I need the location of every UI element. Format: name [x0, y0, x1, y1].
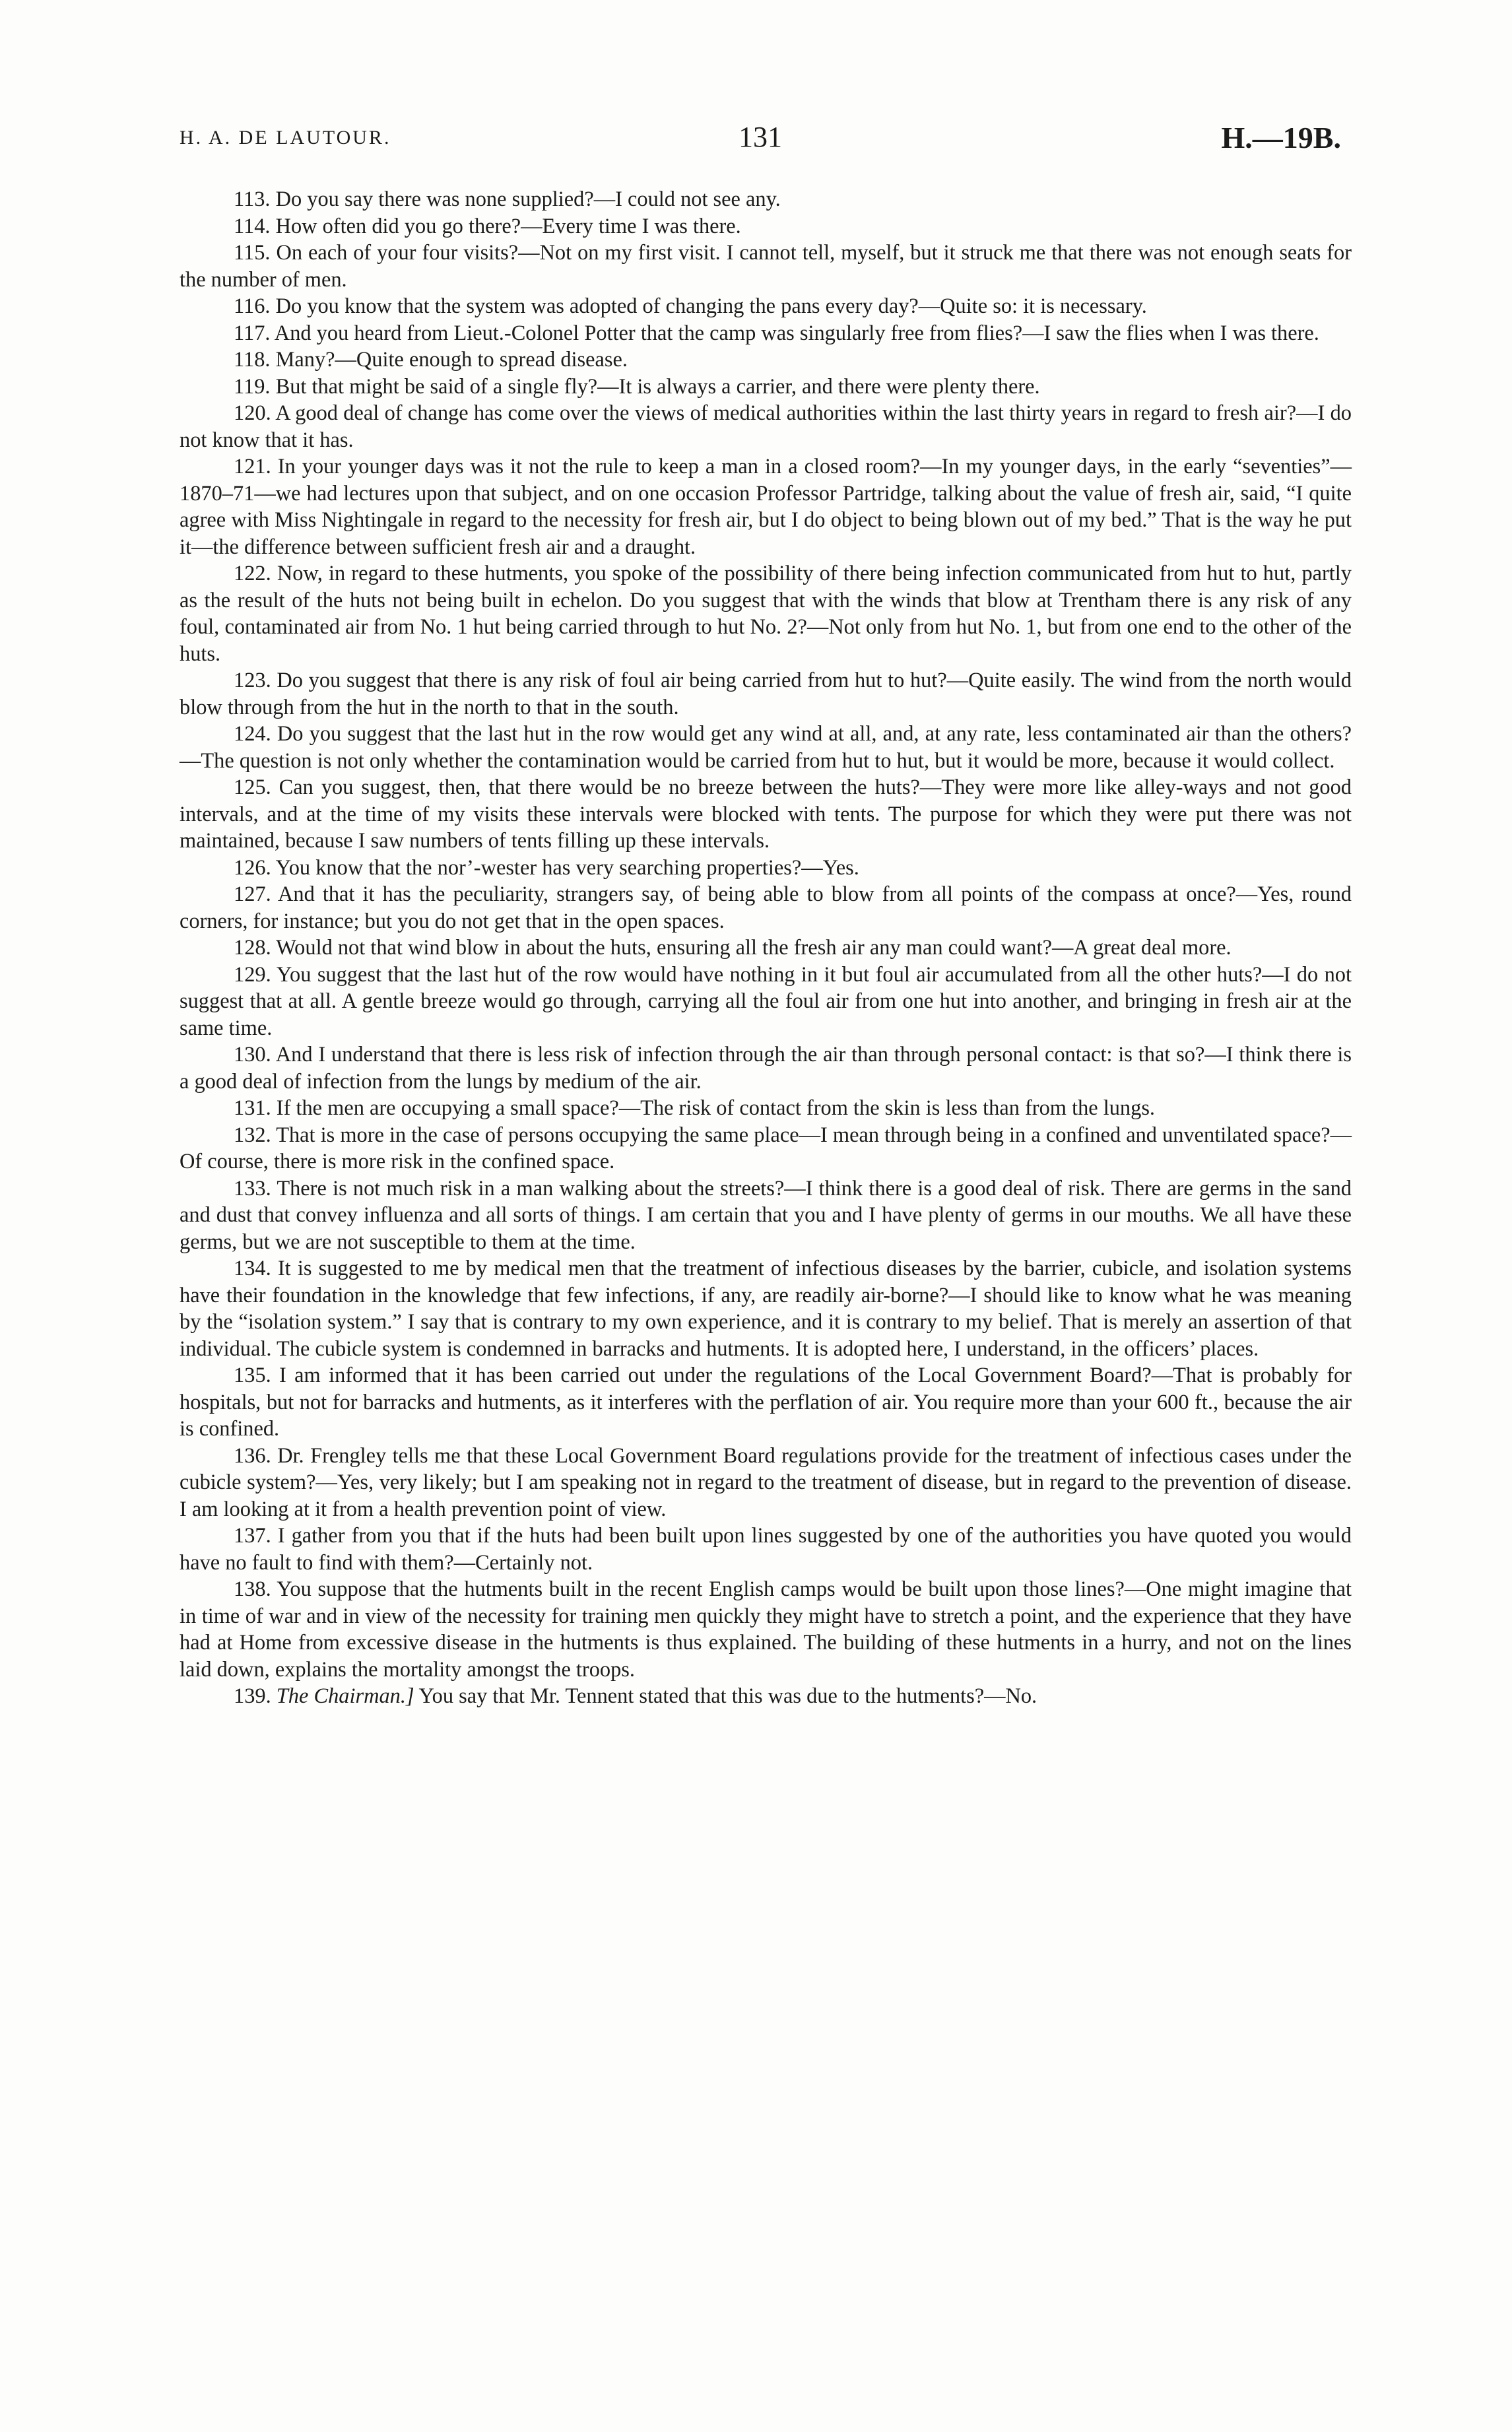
- paragraph-129: [180, 962, 1352, 1042]
- question-number: 117.: [234, 321, 271, 345]
- question-number: 132.: [234, 1123, 271, 1147]
- paragraph-123: [180, 667, 1352, 721]
- question-answer-text: But that might be said of a single fly?—It is always a carrier, and there were plenty there.: [275, 374, 1040, 399]
- paragraph-124: [180, 721, 1352, 774]
- question-number: 138.: [234, 1577, 271, 1601]
- question-answer-text: Do you suggest that the last hut in the row would get any wind at all, and, at any rate, less contaminated air than the others?—The question is not only whether the contamination would be carried from hut to hut, but it would be more, because it would collect.: [180, 722, 1352, 773]
- question-number: 133.: [234, 1176, 271, 1200]
- question-answer-text: You say that Mr. Tennent stated that this was due to the hutments?—No.: [418, 1684, 1037, 1708]
- question-number: 120.: [234, 401, 271, 425]
- speaker-label: The Chairman.]: [276, 1684, 414, 1708]
- question-answer-text: I am informed that it has been carried out under the regulations of the Local Government Board?—That is probably for hospitals, but not for barracks and hutments, as it interferes with the perflation of air. You require more than your 600 ft., because the air is confined.: [180, 1364, 1352, 1441]
- paragraph-115: [180, 240, 1352, 293]
- paragraph-122: [180, 560, 1352, 667]
- question-number: 129.: [234, 962, 271, 987]
- question-number: 118.: [234, 348, 271, 372]
- question-answer-text: Now, in regard to these hutments, you spoke of the possibility of there being infection communicated from hut to hut, partly as the result of the huts not being built in echelon. Do you suggest that with the winds that blow at Trentham there is any risk of any foul, contaminated air from No. 1 hut being carried through to hut No. 2?—Not only from hut No. 1, but from one end to the other of the huts.: [180, 562, 1352, 666]
- paragraph-132: [180, 1122, 1352, 1175]
- paragraph-133: [180, 1175, 1352, 1256]
- question-answer-text: If the men are occupying a small space?—The risk of contact from the skin is less than from the lungs.: [276, 1096, 1156, 1120]
- paragraph-116: [180, 293, 1352, 320]
- question-number: 123.: [234, 669, 271, 692]
- question-answer-text: On each of your four visits?—Not on my first visit. I cannot tell, myself, but it struck me that there was not enough seats for the number of men.: [180, 241, 1352, 292]
- question-number: 139.: [234, 1684, 271, 1708]
- paragraph-126: [180, 855, 1352, 882]
- paragraph-135: [180, 1362, 1352, 1443]
- question-answer-text: Would not that wind blow in about the huts, ensuring all the fresh air any man could want?—A great deal more.: [276, 936, 1232, 960]
- question-number: 130.: [234, 1043, 271, 1067]
- question-answer-text: Do you say there was none supplied?—I could not see any.: [275, 187, 781, 211]
- paragraph-138: [180, 1576, 1352, 1683]
- paragraph-127: [180, 881, 1352, 935]
- question-answer-text: There is not much risk in a man walking about the streets?—I think there is a good deal of risk. There are germs in the sand and dust that convey influenza and all sorts of things. I am certain that you and I have plenty of germs in our mouths. We all have these germs, but we are not susceptible to them at the time.: [180, 1176, 1352, 1254]
- question-answer-text: You know that the nor’-wester has very searching properties?—Yes.: [275, 855, 859, 880]
- question-number: 121.: [234, 455, 271, 478]
- paragraph-130: [180, 1041, 1352, 1095]
- question-answer-text: A good deal of change has come over the views of medical authorities within the last thirty years in regard to fresh air?—I do not know that it has.: [180, 401, 1352, 452]
- paragraph-119: [180, 374, 1352, 401]
- paragraph-131: [180, 1095, 1352, 1122]
- question-answer-text: In your younger days was it not the rule to keep a man in a closed room?—In my younger days, in the early “seventies”—1870–71—we had lectures upon that subject, and on one occasion Professor Partridge, talking about the value of fresh air, said, “I quite agree with Miss Nightingale in regard to the necessity for fresh air, but I do object to being blown out of my bed.” That is the way he put it—the difference between sufficient fresh air and a draught.: [180, 455, 1352, 559]
- paragraph-134: [180, 1255, 1352, 1362]
- question-number: 128.: [234, 936, 271, 960]
- question-number: 127.: [234, 882, 271, 906]
- question-answer-text: You suggest that the last hut of the row would have nothing in it but foul air accumulated from all the other huts?—I do not suggest that at all. A gentle breeze would go through, carrying all the foul air from one hut into another, and bringing in fresh air at the same time.: [180, 962, 1352, 1040]
- question-number: 113.: [234, 187, 271, 211]
- paragraph-137: [180, 1523, 1352, 1576]
- question-number: 116.: [234, 294, 271, 318]
- paper-reference: H.—19B.: [1221, 121, 1341, 154]
- question-number: 122.: [234, 562, 271, 585]
- paragraph-136: [180, 1443, 1352, 1523]
- paragraph-121: [180, 453, 1352, 560]
- question-number: 135.: [234, 1364, 271, 1387]
- question-answer-text: Dr. Frengley tells me that these Local Government Board regulations provide for the treatment of infectious cases under the cubicle system?—Yes, very likely; but I am speaking not in regard to the treatment of disease, but in regard to the prevention of disease. I am looking at it from a health prevention point of view.: [180, 1443, 1352, 1521]
- question-answer-text: And I understand that there is less risk of infection through the air than through personal contact: is that so?—I think there is a good deal of infection from the lungs by medium of the air.: [180, 1043, 1352, 1094]
- evidence-text: [180, 186, 1352, 1710]
- question-answer-text: Do you suggest that there is any risk of foul air being carried from hut to hut?—Quite easily. The wind from the north would blow through from the hut in the north to that in the south.: [180, 669, 1352, 719]
- paragraph-128: [180, 935, 1352, 962]
- question-number: 134.: [234, 1257, 271, 1280]
- paragraph-113: [180, 186, 1352, 213]
- paragraph-125: [180, 774, 1352, 855]
- question-answer-text: I gather from you that if the huts had been built upon lines suggested by one of the authorities you have quoted you would have no fault to find with them?—Certainly not.: [180, 1524, 1352, 1575]
- question-answer-text: Many?—Quite enough to spread disease.: [275, 348, 628, 372]
- paragraph-118: [180, 346, 1352, 374]
- question-answer-text: Do you know that the system was adopted of changing the pans every day?—Quite so: it is necessary.: [275, 294, 1147, 318]
- paragraph-139: [180, 1683, 1352, 1710]
- question-number: 119.: [234, 374, 271, 399]
- question-answer-text: How often did you go there?—Every time I was there.: [275, 214, 741, 238]
- question-answer-text: That is more in the case of persons occupying the same place—I mean through being in a confined and unventilated space?—Of course, there is more risk in the confined space.: [180, 1123, 1352, 1173]
- question-answer-text: Can you suggest, then, that there would be no breeze between the huts?—They were more like alley-ways and not good intervals, and at the time of my visits these intervals were blocked with tents. The purpose for which they were put there was not maintained, because I saw numbers of tents filling up these intervals.: [180, 775, 1352, 853]
- question-number: 125.: [234, 775, 271, 799]
- question-number: 124.: [234, 722, 271, 746]
- question-answer-text: And you heard from Lieut.-Colonel Potter that the camp was singularly free from flies?—I saw the flies when I was there.: [274, 321, 1319, 345]
- paragraph-114: [180, 213, 1352, 240]
- question-answer-text: And that it has the peculiarity, strangers say, of being able to blow from all points of the compass at once?—Yes, round corners, for instance; but you do not get that in the open spaces.: [180, 882, 1352, 933]
- witness-name: H. A. DE LAUTOUR.: [180, 127, 391, 148]
- paragraph-117: [180, 320, 1352, 347]
- question-number: 114.: [234, 214, 271, 238]
- page-number: 131: [739, 121, 782, 153]
- question-number: 126.: [234, 855, 271, 880]
- question-answer-text: It is suggested to me by medical men that the treatment of infectious diseases by the barrier, cubicle, and isolation systems have their foundation in the knowledge that few infections, if any, are readily air-borne?—I should like to know what he was meaning by the “isolation system.” I say that is contrary to my own experience, and it is contrary to my belief. That is merely an assertion of that individual. The cubicle system is condemned in barracks and hutments. It is adopted here, I understand, in the officers’ places.: [180, 1257, 1352, 1361]
- paragraph-120: [180, 400, 1352, 453]
- question-number: 136.: [234, 1443, 271, 1468]
- question-number: 115.: [234, 241, 271, 265]
- question-number: 137.: [234, 1524, 271, 1548]
- running-header: [180, 117, 1341, 164]
- question-answer-text: You suppose that the hutments built in the recent English camps would be built upon those lines?—One might imagine that in time of war and in view of the necessity for training men quickly they might have to stretch a point, and the experience that they have had at Home from excessive disease in the hutments is thus explained. The building of these hutments in a hurry, and not on the lines laid down, explains the mortality amongst the troops.: [180, 1577, 1352, 1682]
- question-number: 131.: [234, 1096, 271, 1120]
